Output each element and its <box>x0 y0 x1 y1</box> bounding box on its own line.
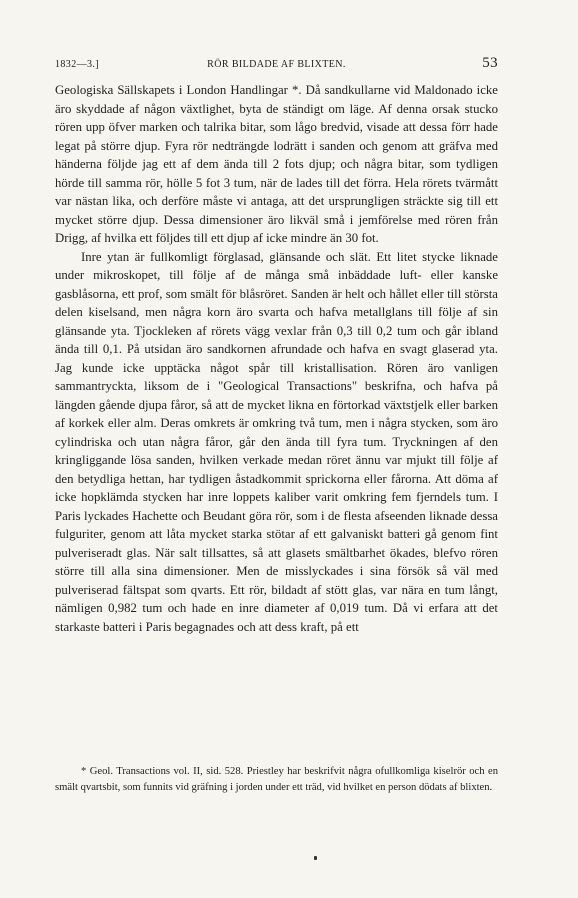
running-header <box>55 55 498 75</box>
footnote-separator <box>55 751 498 752</box>
header-title: RÖR BILDADE AF BLIXTEN. <box>207 59 346 70</box>
paragraph-2: Inre ytan är fullkomligt förglasad, glänsande och slät. Ett litet stycke liknade under mikroskopet, till följe af de många små inbäddade luft- eller kanske gasblåsorna, ett prof, som smält för blåsröret. Sanden är helt och hållet eller till största delen kiselsand, men några korn äro svarta och hafva metallglans till följe af sin glänsande yta. Tjockleken af rörets vägg vexlar från 0,3 till 0,2 tum och går ibland ända till 0,1. På utsidan äro sandkornen afrundade och hafva en svagt glaserad yta. Jag kunde icke upptäcka något spår till kristallisation. Rören äro vanligen sammantryckta, liksom de i "Geological Transactions" beskrifna, och hafva på längden gående djupa fåror, så att de mycket likna en förtorkad växtstjelk eller barken af korkek eller alm. Deras omkrets är omkring två tum, men i några stycken, som äro cylindriska och utan några fåror, går den ända till fyra tum. Tryckningen af den kringliggande lösa sanden, hvilken verkade medan röret ännu var mjukt till följe af den betydliga hettan, har tydligen åstadkommit sprickorna eller fårorna. Att döma af icke hopklämda stycken har inre loppets kaliber varit omkring fem fjerndels tum. I Paris lyckades Hachette och Beudant göra rör, som i de flesta afseenden liknade dessa fulguriter, genom att låta mycket starka stötar af ett galvaniskt batteri gå genom fint pulveriseradt glas. När salt tillsattes, så att glasets smältbarhet ökades, blefvo rören större till alla sina dimensioner. Men de misslyckades i sina försök så väl med pulveriserad fältspat som qvarts. Ett rör, bildadt af stött glas, var nära en tum långt, nämligen 0,982 tum och hade en inre diameter af 0,019 tum. Då vi erfara att det starkaste batteri i Paris begagnades och att dess kraft, på ett <box>55 249 498 634</box>
page-number: 53 <box>482 55 498 71</box>
header-year-range: 1832—3.] <box>55 59 100 70</box>
paragraph-1: Geologiska Sällskapets i London Handlingar *. Då sandkullarne vid Maldonado icke äro skyddade af någon växtlighet, byta de ständigt om läge. Af denna orsak stucko rören upp öfver marken och talrika bitar, som lågo bredvid, visade att dessa förr hade legat på större djup. Fyra rör nedträngde lodrätt i sanden och genom att gräfva med händerna följde jag ett af dem ända till 2 fots djup; och några bitar, som tydligen hörde till samma rör, hölle 5 fot 3 tum, när de lades till det förra. Hela rörets tvärmått var nästan lika, och derföre måste vi antaga, att det ursprungligen sträckte sig till ett mycket större djup. Dessa dimensioner äro likväl små i jemförelse med rören från Drigg, af hvilka ett följdes till ett djup af icke mindre än 30 fot. <box>55 83 498 245</box>
footnote: * Geol. Transactions vol. II, sid. 528. Priestley har beskrifvit några ofullkomliga kiselrör och en smält qvartsbit, som funnits vid gräfning i jorden under ett träd, vid hvilket en person dödats af blixten. <box>55 766 498 793</box>
print-mark <box>314 856 317 860</box>
body-text <box>55 81 498 636</box>
